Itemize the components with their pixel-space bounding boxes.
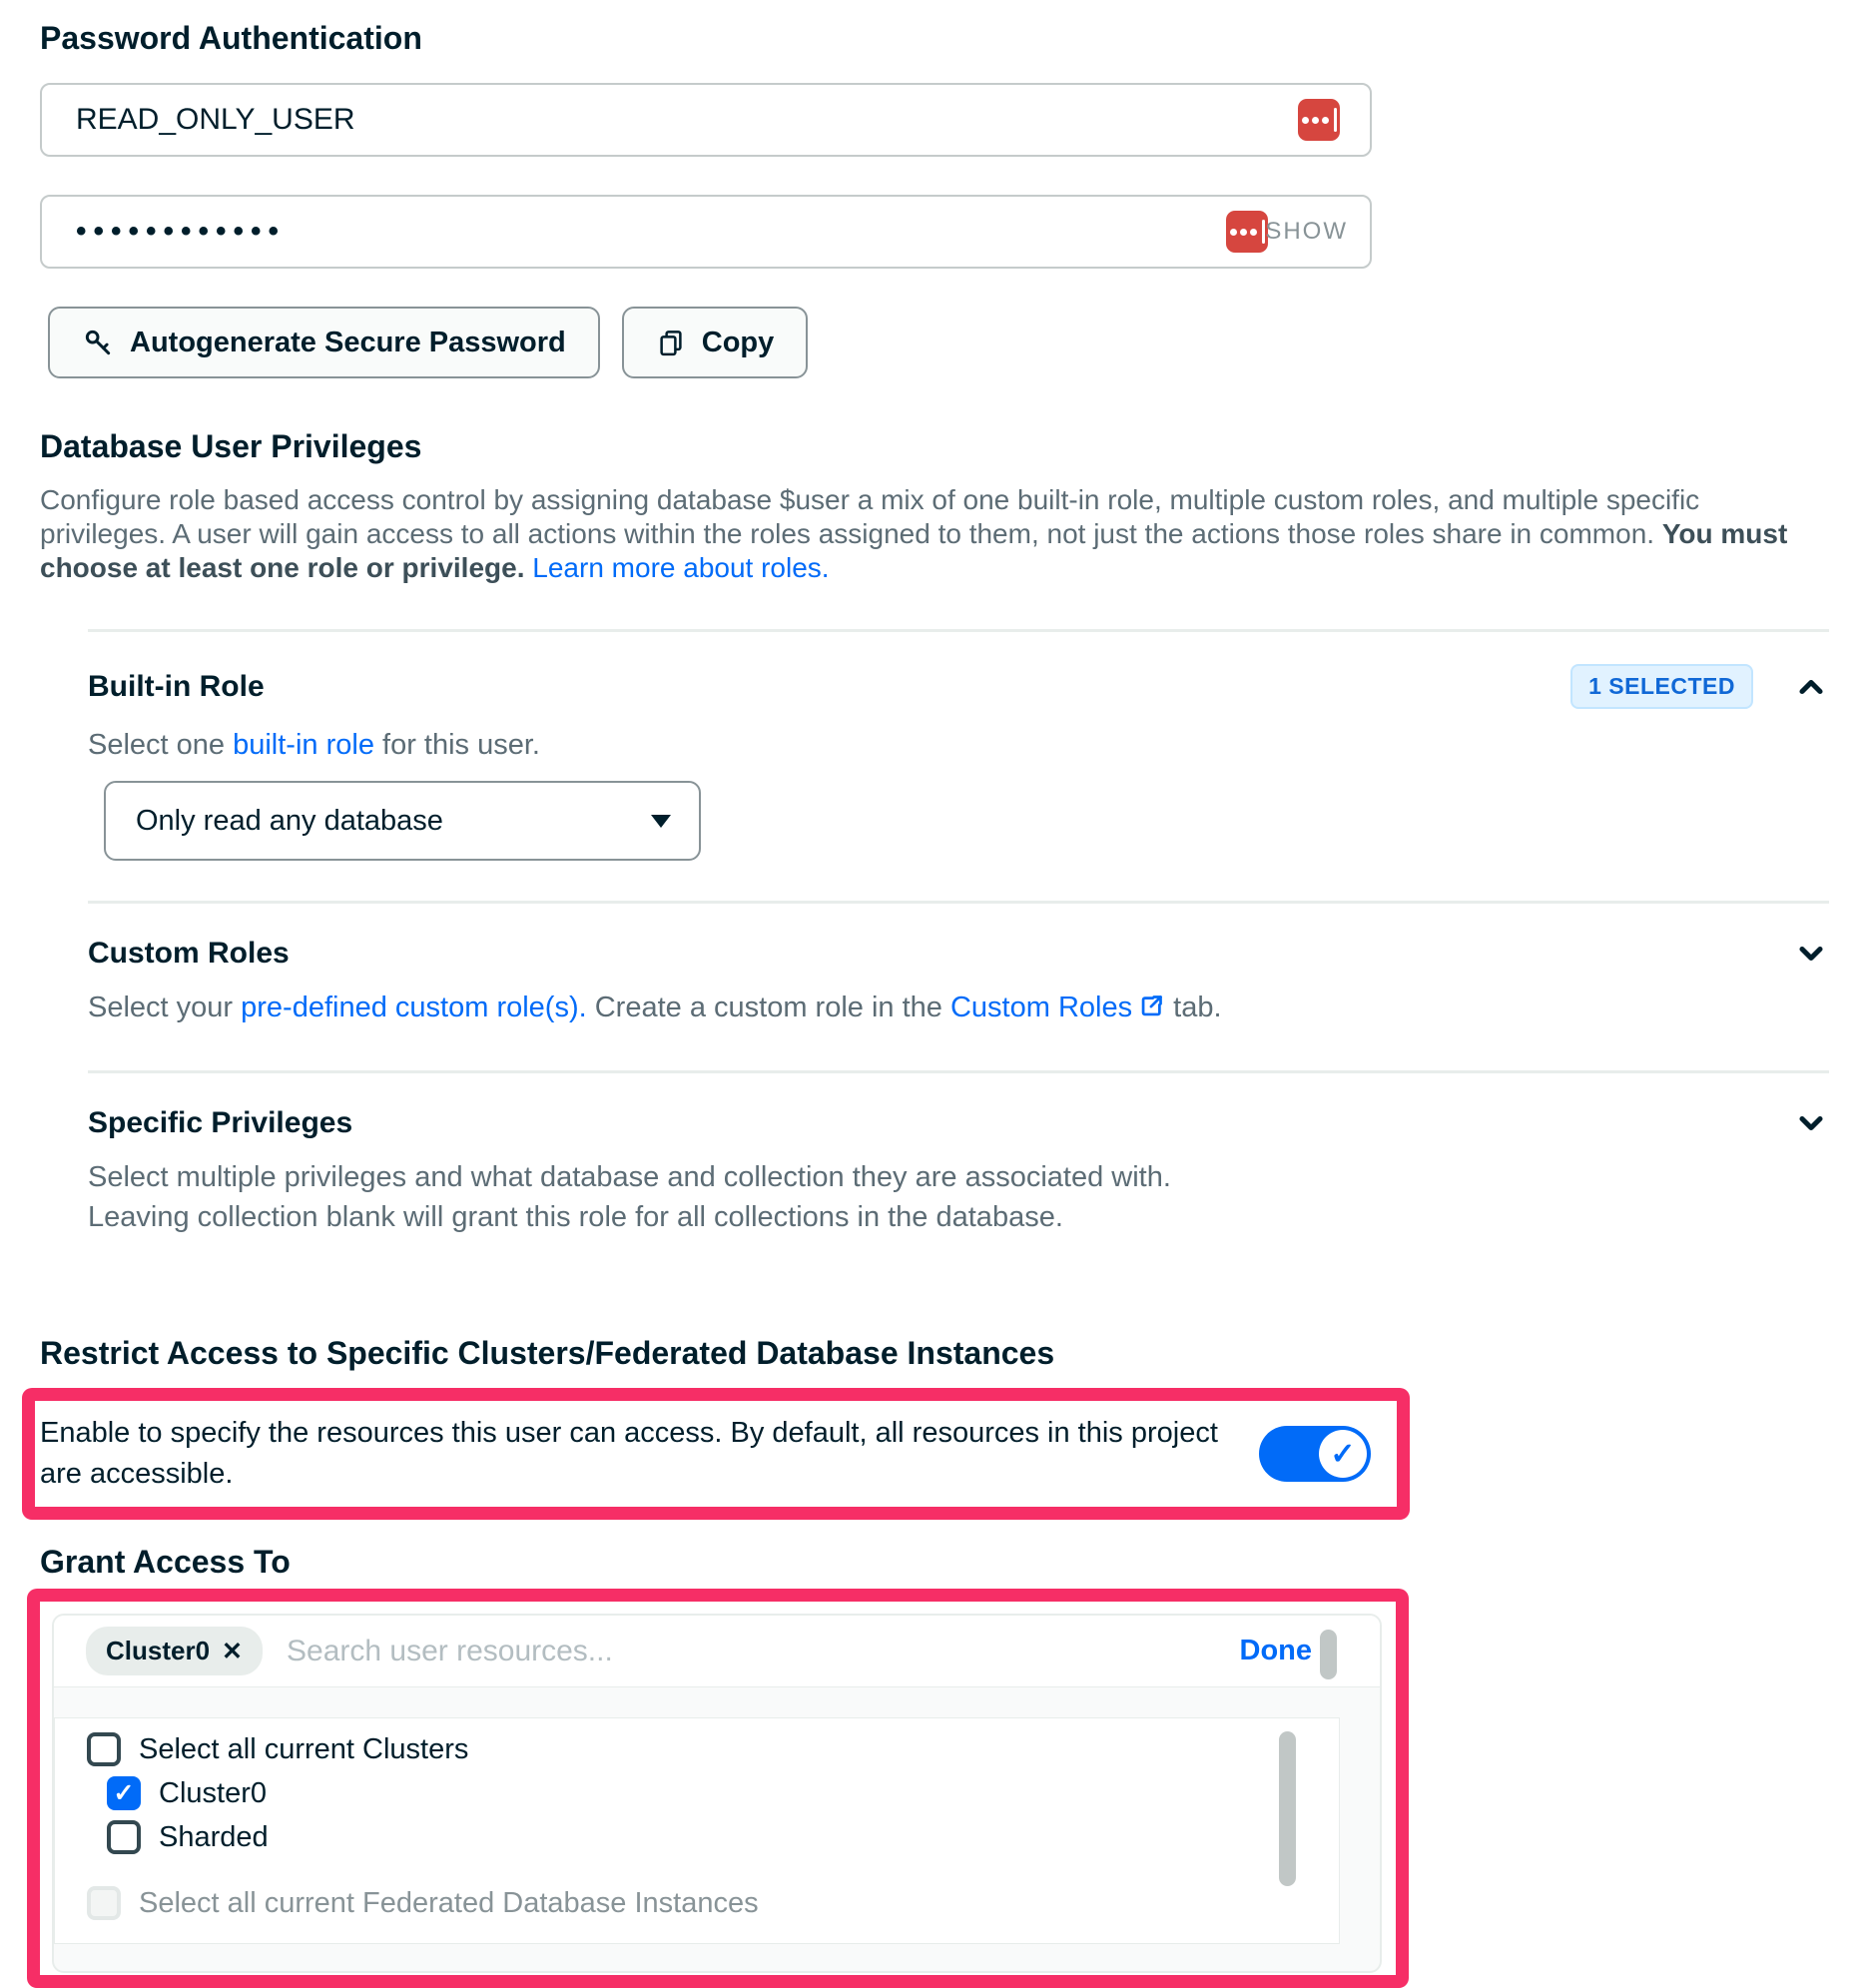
specific-privileges-line1: Select multiple privileges and what database and collection they are associated with. [88,1161,1171,1193]
custom-roles-tab-link[interactable]: Custom Roles [949,992,1133,1023]
resource-options-list [54,1717,1340,1944]
learn-more-roles-link[interactable]: Learn more about roles. [532,552,830,583]
username-value: READ_ONLY_USER [76,103,355,136]
autogenerate-password-button[interactable] [48,307,600,378]
scrollbar-thumb[interactable] [1279,1731,1296,1886]
password-auth-heading: Password Authentication [40,20,422,56]
roles-accordion [88,629,1829,1277]
grant-access-heading: Grant Access To [40,1544,291,1580]
checkbox[interactable] [107,1820,141,1854]
selected-resource-chip[interactable] [86,1627,263,1675]
copy-icon [656,328,686,357]
selected-count-badge: 1 SELECTED [1570,664,1753,709]
custom-roles-description: Select your pre-defined custom role(s). Create a custom role in the Custom Roles tab. [88,988,1829,1030]
custom-roles-section [88,901,1829,1070]
checkbox[interactable] [87,1886,121,1920]
resource-option-cluster0[interactable]: ✓ Cluster0 [55,1776,1339,1810]
specific-privileges-line2: Leaving collection blank will grant this role for all collections in the database. [88,1201,1063,1233]
chevron-down-icon[interactable] [1793,1105,1829,1141]
specific-privileges-section [88,1070,1829,1277]
restrict-access-highlight-box [22,1388,1410,1520]
lastpass-icon[interactable] [1298,99,1340,141]
password-field[interactable] [40,195,1372,269]
chip-label: Cluster0 [106,1636,211,1665]
specific-privileges-heading: Specific Privileges [88,1106,353,1139]
checkbox[interactable] [107,1776,141,1810]
built-in-role-select[interactable] [104,781,701,861]
selected-role-value: Only read any database [136,804,443,837]
resource-select-panel [52,1614,1382,1973]
search-resources-input[interactable]: Search user resources... [287,1634,613,1667]
key-icon [82,327,114,358]
chevron-up-icon[interactable] [1793,669,1829,705]
toggle-check-icon: ✓ [1319,1430,1367,1478]
privileges-description: Configure role based access control by assigning database $user a mix of one built-in role, multiple custom roles, and multiple specific privileges. A user will gain access to all actions within the roles assigned to them, not just the actions those roles share in common. You must choose at least one role or privilege. Learn more about roles. [40,484,1788,583]
checkbox[interactable] [87,1732,121,1766]
built-in-role-description: Select one built-in role for this user. [88,729,540,761]
select-caret-icon [651,815,671,828]
username-field[interactable] [40,83,1372,157]
copy-password-button[interactable] [622,307,809,378]
copy-label: Copy [701,326,775,358]
chevron-down-icon[interactable] [1793,936,1829,972]
privileges-heading: Database User Privileges [40,428,422,464]
scrollbar-thumb[interactable] [1320,1630,1337,1679]
resource-option-select-all-federated[interactable]: Select all current Federated Database Instances [55,1886,1339,1920]
external-link-icon[interactable] [1138,991,1165,1030]
password-actions [48,307,1829,378]
built-in-role-link[interactable]: built-in role [233,729,374,761]
custom-roles-heading: Custom Roles [88,937,290,970]
show-password-button[interactable]: SHOW [1265,218,1348,245]
restrict-access-toggle[interactable] [1259,1426,1371,1482]
resource-option-select-all-clusters[interactable]: Select all current Clusters [55,1732,1339,1766]
resource-search-bar[interactable] [54,1616,1380,1687]
resource-option-sharded[interactable]: Sharded [55,1820,1339,1854]
restrict-access-description: Enable to specify the resources this user can access. By default, all resources in this project are accessible. [40,1417,1218,1490]
built-in-role-heading: Built-in Role [88,669,265,703]
predefined-custom-roles-link[interactable]: pre-defined custom role(s). [241,992,587,1023]
autogenerate-label: Autogenerate Secure Password [130,326,566,358]
grant-access-highlight-box [27,1589,1409,1988]
lastpass-icon[interactable] [1226,211,1268,253]
done-button[interactable]: Done [1239,1635,1312,1666]
built-in-role-section [88,629,1829,901]
remove-chip-icon[interactable]: ✕ [222,1637,243,1665]
restrict-access-heading: Restrict Access to Specific Clusters/Federated Database Instances [40,1335,1055,1371]
password-masked-value: •••••••••••• [76,215,287,248]
